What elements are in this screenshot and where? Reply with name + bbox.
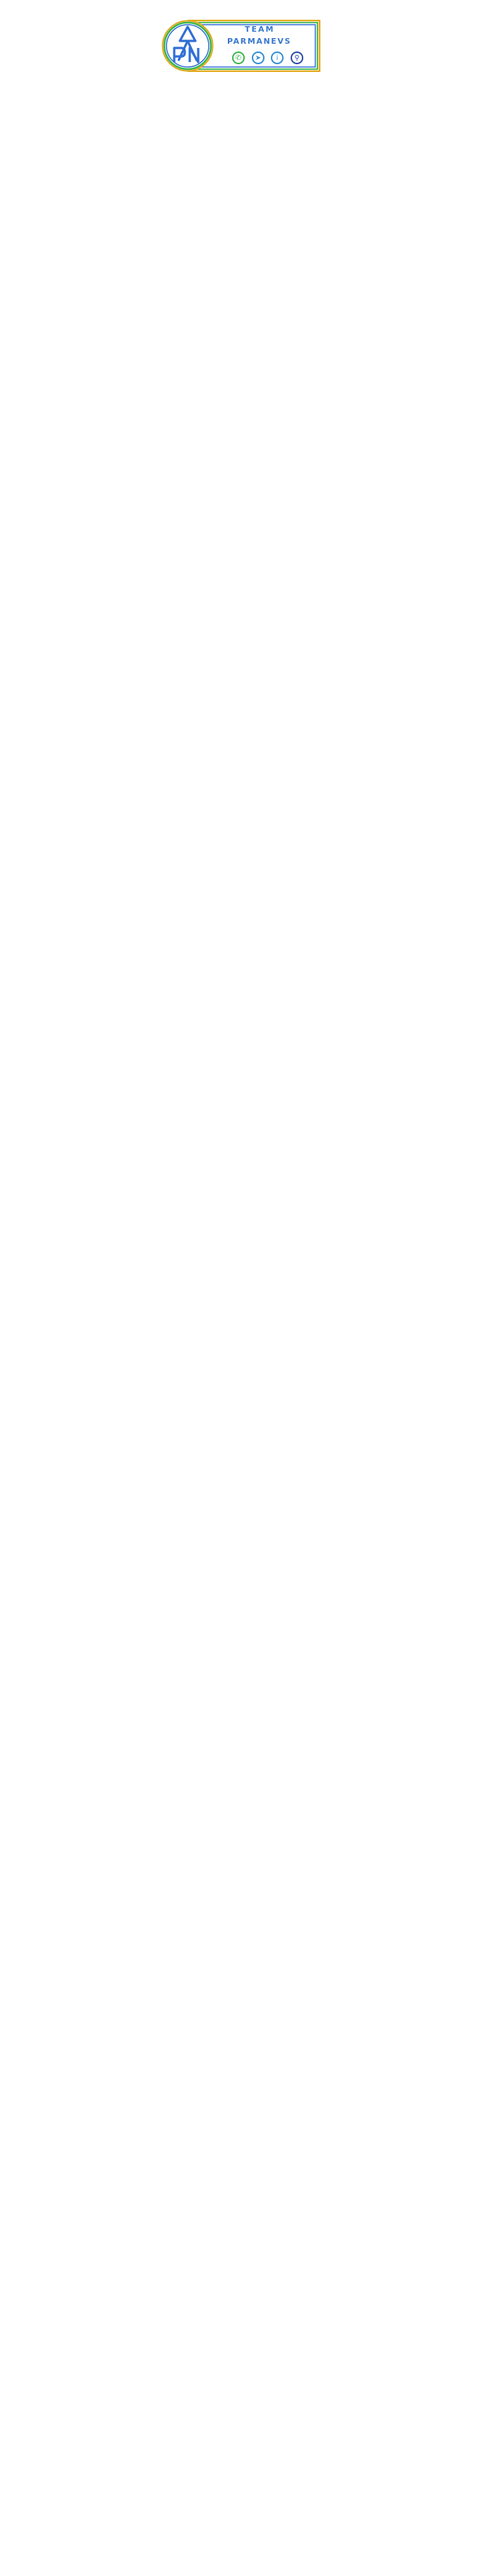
search-icon[interactable]: ⚲	[291, 51, 303, 64]
brand-title-line1: TEAM	[245, 25, 275, 34]
whatsapp-icon[interactable]: ✆	[232, 51, 245, 64]
telegram-icon[interactable]: ➤	[252, 51, 265, 64]
info-icon[interactable]: i	[271, 51, 284, 64]
team-banner[interactable]	[162, 20, 321, 72]
brand-title-line2: PARMANEVS	[227, 37, 292, 46]
